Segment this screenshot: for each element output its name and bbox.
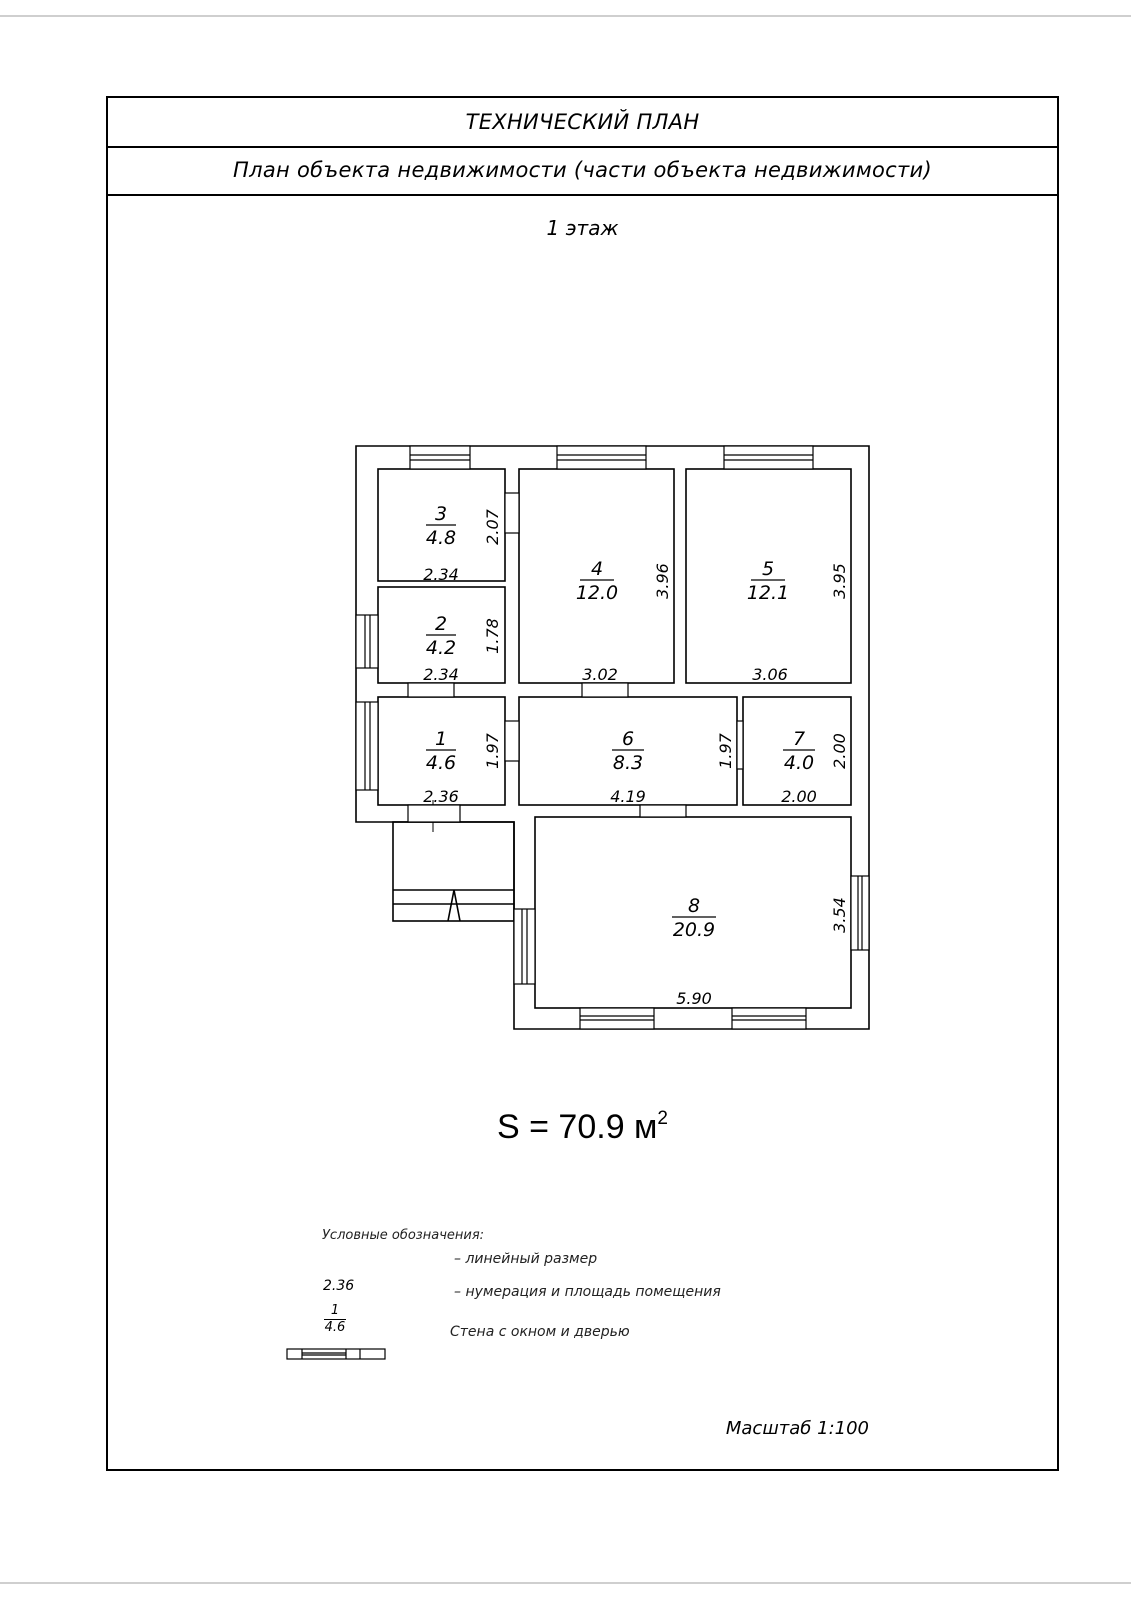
room-3-number: 3 (434, 503, 448, 525)
room-4-depth: 3.96 (653, 563, 672, 599)
window-room-5 (724, 446, 813, 469)
legend-room-text: – нумерация и площадь помещения (454, 1284, 721, 1300)
window-room-8-left (514, 909, 535, 984)
room-8-depth: 3.54 (830, 897, 849, 933)
room-3-area: 4.8 (425, 527, 457, 549)
room-label-7 (783, 728, 815, 774)
door-6-7 (737, 721, 743, 769)
room-6-depth: 1.97 (716, 733, 735, 769)
room-label-8 (672, 895, 716, 941)
legend-room-area: 4.6 (324, 1320, 346, 1335)
room-3-width: 2.34 (423, 565, 459, 584)
room-4-area: 12.0 (575, 582, 619, 604)
window-room-3 (410, 446, 470, 469)
total-area-power: 2 (657, 1108, 668, 1129)
window-room-8-bottom-b (732, 1008, 806, 1029)
porch (393, 822, 514, 921)
legend-dimension-text: – линейный размер (454, 1251, 598, 1267)
window-room-1 (356, 702, 378, 790)
room-5-area: 12.1 (746, 582, 790, 604)
room-label-6 (612, 728, 644, 774)
room-6-width: 4.19 (610, 787, 646, 806)
window-room-2 (356, 615, 378, 668)
door-6-8 (640, 805, 686, 817)
room-2-area: 4.2 (425, 637, 457, 659)
room-1-number: 1 (434, 728, 448, 750)
entrance-arrow (448, 890, 460, 921)
door-2-corridor (408, 683, 454, 697)
room-1-depth: 1.97 (483, 733, 502, 769)
document-subtitle: План объекта недвижимости (части объекта недвижимости) (108, 146, 1057, 196)
room-5-width: 3.06 (752, 665, 788, 684)
legend-wall-text: Стена с окном и дверью (450, 1324, 630, 1340)
legend-room-number: 1 (324, 1303, 346, 1320)
floor-label: 1 этаж (546, 216, 619, 240)
room-label-1 (426, 728, 456, 774)
room-1-width: 2.36 (423, 787, 459, 806)
room-2-number: 2 (434, 613, 448, 635)
room-label-4 (576, 558, 618, 604)
room-label-5 (747, 558, 789, 604)
legend-dimension-sample: 2.36 (323, 1278, 355, 1294)
room-8-area: 20.9 (672, 919, 716, 941)
doorways (408, 493, 743, 822)
room-7-depth: 2.00 (830, 733, 849, 769)
door-entrance (408, 805, 460, 822)
window-room-8-right (851, 876, 869, 950)
window-room-8-bottom-a (580, 1008, 654, 1029)
room-1-area: 4.6 (425, 752, 457, 774)
room-4-number: 4 (590, 558, 604, 580)
room-label-3 (426, 503, 456, 549)
room-8-width: 5.90 (676, 989, 712, 1008)
room-3-depth: 2.07 (483, 509, 502, 545)
legend-wall-symbol (287, 1349, 385, 1359)
legend-title: Условные обозначения: (322, 1228, 485, 1243)
room-6-number: 6 (621, 728, 635, 750)
room-8-number: 8 (687, 895, 701, 917)
room-7-number: 7 (792, 728, 806, 750)
room-7-area: 4.0 (783, 752, 815, 774)
door-1-6 (505, 721, 519, 761)
room-2-depth: 1.78 (483, 618, 502, 654)
scale-label: Масштаб 1:100 (725, 1418, 869, 1439)
room-6-area: 8.3 (612, 752, 644, 774)
room-5-number: 5 (761, 558, 775, 580)
door-4-6 (582, 683, 628, 697)
room-4-width: 3.02 (582, 665, 618, 684)
door-3-4 (505, 493, 519, 533)
document-title: ТЕХНИЧЕСКИЙ ПЛАН (108, 98, 1057, 148)
room-2-width: 2.34 (423, 665, 459, 684)
room-label-2 (426, 613, 456, 659)
total-area-value: S = 70.9 м (497, 1108, 658, 1146)
window-room-4 (557, 446, 646, 469)
room-5-depth: 3.95 (830, 563, 849, 599)
room-7-width: 2.00 (781, 787, 817, 806)
